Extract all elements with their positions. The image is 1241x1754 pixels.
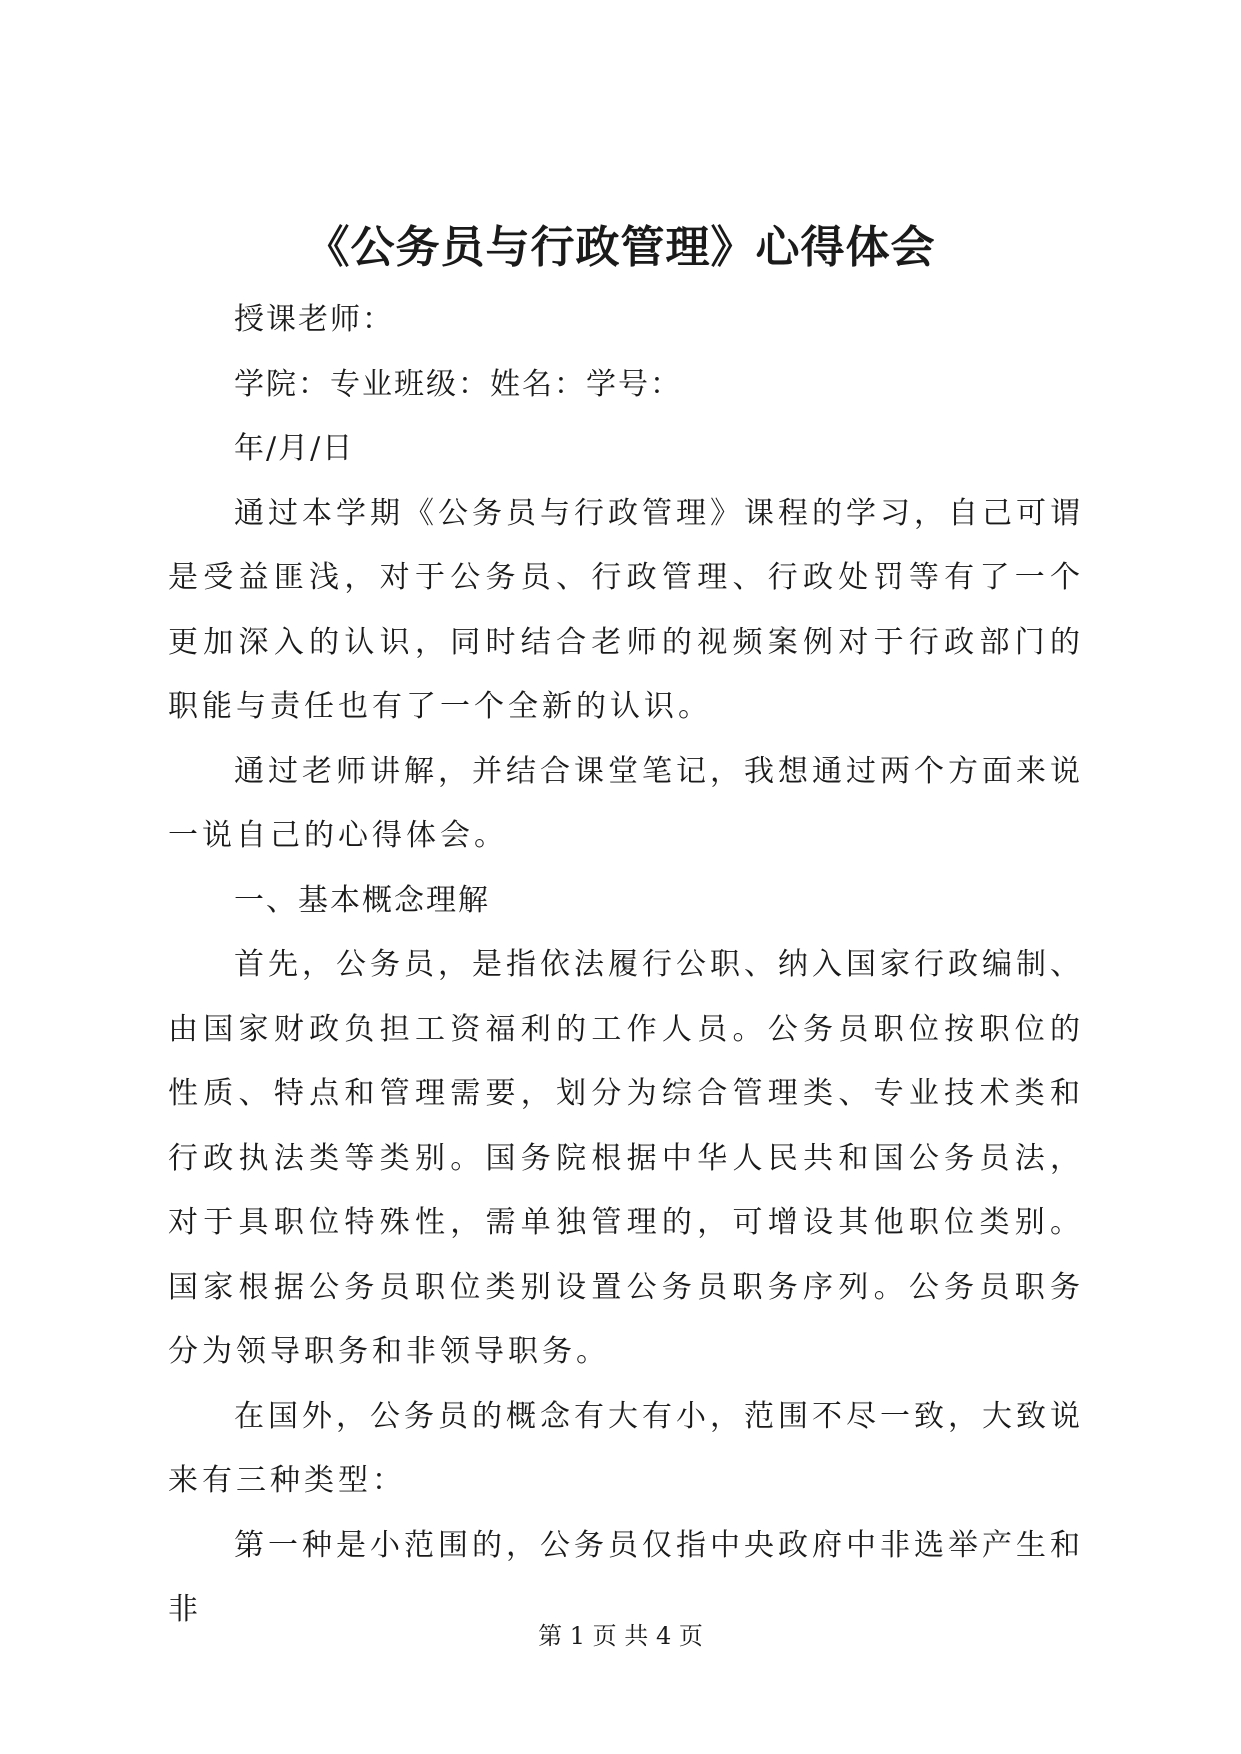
paragraph-definition: 首先，公务员，是指依法履行公职、纳入国家行政编制、由国家财政负担工资福利的工作人员。公务员职位按职位的性质、特点和管理需要，划分为综合管理类、专业技术类和行政执法类等类别。国务院根据中华人民共和国公务员法，对于具职位特殊性，需单独管理的，可增设其他职位类别。国家根据公务员职位类别设置公务员职务序列。公务员职务分为领导职务和非领导职务。 bbox=[168, 947, 1084, 1369]
section-heading: 一、基本概念理解 bbox=[234, 882, 490, 918]
page-number-footer: 第 1 页 共 4 页 bbox=[538, 1622, 703, 1650]
paragraph-type-one: 第一种是小范围的，公务员仅指中央政府中非选举产生和非 bbox=[168, 1527, 1084, 1627]
paragraph-intro: 通过本学期《公务员与行政管理》课程的学习，自己可谓是受益匪浅，对于公务员、行政管理、行政处罚等有了一个更加深入的认识，同时结合老师的视频案例对于行政部门的职能与责任也有了一个全新的认识。 bbox=[168, 495, 1084, 724]
document-body bbox=[168, 288, 1084, 1643]
paragraph-foreign: 在国外，公务员的概念有大有小，范围不尽一致，大致说来有三种类型： bbox=[168, 1398, 1084, 1498]
paragraph-lecturer: 授课老师： bbox=[234, 302, 394, 337]
paragraph-date: 年/月/日 bbox=[234, 431, 355, 466]
paragraph-student-info: 学院：专业班级：姓名：学号： bbox=[234, 366, 682, 402]
document-title: 《公务员与行政管理》心得体会 bbox=[305, 222, 936, 273]
paragraph-outline: 通过老师讲解，并结合课堂笔记，我想通过两个方面来说一说自己的心得体会。 bbox=[168, 753, 1084, 853]
